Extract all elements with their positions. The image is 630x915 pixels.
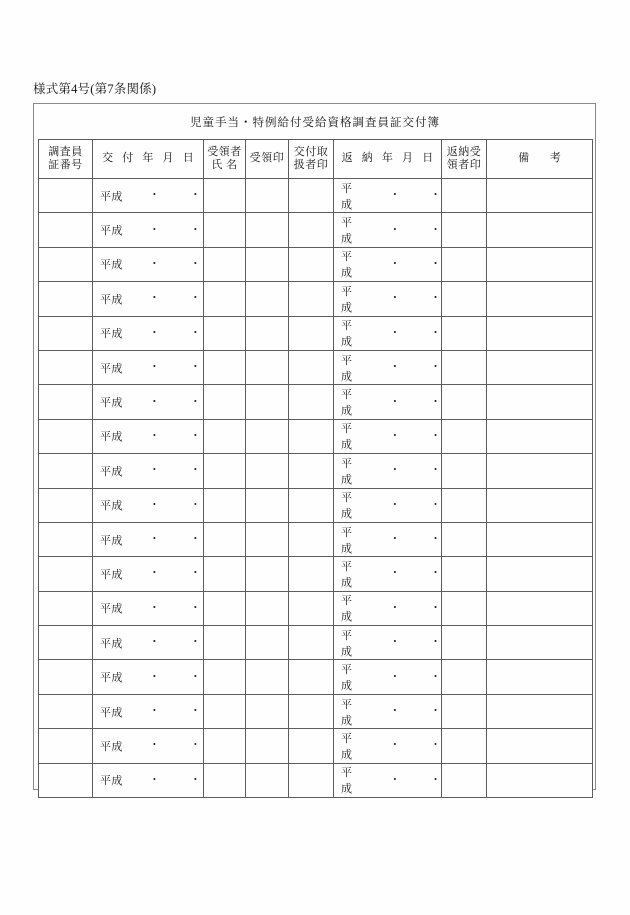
header-return-recipient-seal xyxy=(442,140,487,179)
cell-return-recipient-seal[interactable] xyxy=(442,591,487,625)
cell-return-date[interactable] xyxy=(334,626,442,660)
date-separator-dot: ・ xyxy=(430,464,441,477)
cell-investigator-id[interactable] xyxy=(39,454,93,488)
cell-return-recipient-seal[interactable] xyxy=(442,660,487,694)
era-label: 平成 xyxy=(100,190,123,203)
era-label: 平成 xyxy=(100,397,123,410)
header-recipient-name-line2: 氏 名 xyxy=(211,159,238,171)
cell-remarks[interactable] xyxy=(487,385,593,419)
date-separator-dot: ・ xyxy=(189,739,201,752)
cell-recipient-name[interactable] xyxy=(204,213,246,247)
era-label: 平成 xyxy=(341,423,353,452)
date-separator-dot: ・ xyxy=(148,773,160,786)
date-separator-dot: ・ xyxy=(389,464,401,477)
date-separator-dot: ・ xyxy=(430,567,441,580)
cell-remarks[interactable] xyxy=(487,179,593,213)
date-separator-dot: ・ xyxy=(189,636,201,649)
cell-remarks[interactable] xyxy=(487,488,593,522)
cell-handler-seal[interactable] xyxy=(289,385,334,419)
cell-recipient-seal[interactable] xyxy=(246,729,289,763)
era-label: 平成 xyxy=(341,526,353,555)
era-label: 平成 xyxy=(341,732,353,761)
cell-return-date[interactable] xyxy=(334,694,442,728)
cell-recipient-seal[interactable] xyxy=(246,419,289,453)
date-separator-dot: ・ xyxy=(189,429,201,442)
header-handler-seal-line2: 扱者印 xyxy=(293,159,329,171)
date-separator-dot: ・ xyxy=(389,429,401,442)
cell-remarks[interactable] xyxy=(487,557,593,591)
era-label: 平成 xyxy=(100,362,123,375)
era-label: 平成 xyxy=(341,457,353,486)
cell-return-date[interactable] xyxy=(334,660,442,694)
header-recipient-seal xyxy=(246,140,289,179)
table-row xyxy=(39,522,593,556)
cell-handler-seal[interactable] xyxy=(289,213,334,247)
cell-recipient-seal[interactable] xyxy=(246,213,289,247)
date-separator-dot: ・ xyxy=(148,464,160,477)
cell-return-date[interactable] xyxy=(334,591,442,625)
date-separator-dot: ・ xyxy=(389,705,401,718)
era-label: 平成 xyxy=(341,354,353,383)
cell-issue-date[interactable] xyxy=(93,660,204,694)
date-separator-dot: ・ xyxy=(430,498,441,511)
date-separator-dot: ・ xyxy=(189,361,201,374)
cell-issue-date[interactable] xyxy=(93,557,204,591)
cell-return-recipient-seal[interactable] xyxy=(442,488,487,522)
header-handler-seal-line1: 交付取 xyxy=(293,145,329,158)
header-return-date-label: 返 納 年 月 日 xyxy=(341,152,437,165)
cell-investigator-id[interactable] xyxy=(39,694,93,728)
era-label: 平成 xyxy=(100,568,123,581)
era-label: 平成 xyxy=(341,595,353,624)
cell-investigator-id[interactable] xyxy=(39,282,93,316)
header-handler-seal xyxy=(289,140,334,179)
cell-recipient-seal[interactable] xyxy=(246,247,289,281)
cell-return-recipient-seal[interactable] xyxy=(442,350,487,384)
cell-recipient-seal[interactable] xyxy=(246,763,289,797)
era-label: 平成 xyxy=(341,320,353,349)
cell-recipient-seal[interactable] xyxy=(246,179,289,213)
header-recipient-seal-label: 受領印 xyxy=(249,152,285,165)
cell-issue-date[interactable] xyxy=(93,729,204,763)
cell-remarks[interactable] xyxy=(487,213,593,247)
cell-recipient-seal[interactable] xyxy=(246,350,289,384)
cell-issue-date[interactable] xyxy=(93,247,204,281)
cell-return-date[interactable] xyxy=(334,282,442,316)
document-title: 児童手当・特例給付受給資格調査員証交付簿 xyxy=(190,117,440,129)
table-row xyxy=(39,385,593,419)
cell-return-date[interactable] xyxy=(334,763,442,797)
date-separator-dot: ・ xyxy=(148,326,160,339)
date-separator-dot: ・ xyxy=(389,670,401,683)
cell-return-date[interactable] xyxy=(334,557,442,591)
date-separator-dot: ・ xyxy=(430,257,441,270)
cell-return-date[interactable] xyxy=(334,247,442,281)
era-label: 平成 xyxy=(100,603,123,616)
cell-recipient-name[interactable] xyxy=(204,350,246,384)
date-separator-dot: ・ xyxy=(148,223,160,236)
cell-recipient-name[interactable] xyxy=(204,179,246,213)
date-separator-dot: ・ xyxy=(148,292,160,305)
table-row xyxy=(39,660,593,694)
cell-handler-seal[interactable] xyxy=(289,591,334,625)
date-separator-dot: ・ xyxy=(189,498,201,511)
date-separator-dot: ・ xyxy=(430,601,441,614)
cell-return-recipient-seal[interactable] xyxy=(442,694,487,728)
date-separator-dot: ・ xyxy=(389,636,401,649)
table-row xyxy=(39,350,593,384)
cell-remarks[interactable] xyxy=(487,522,593,556)
era-label: 平成 xyxy=(100,706,123,719)
cell-return-date[interactable] xyxy=(334,316,442,350)
header-issue-date-label: 交 付 年 月 日 xyxy=(102,152,197,165)
cell-handler-seal[interactable] xyxy=(289,694,334,728)
cell-recipient-seal[interactable] xyxy=(246,385,289,419)
era-label: 平成 xyxy=(100,672,123,685)
cell-return-recipient-seal[interactable] xyxy=(442,626,487,660)
header-remarks-label: 備 考 xyxy=(518,152,570,165)
cell-remarks[interactable] xyxy=(487,763,593,797)
cell-recipient-seal[interactable] xyxy=(246,522,289,556)
cell-remarks[interactable] xyxy=(487,419,593,453)
header-return-date xyxy=(334,140,442,179)
cell-issue-date[interactable] xyxy=(93,488,204,522)
cell-issue-date[interactable] xyxy=(93,591,204,625)
cell-return-recipient-seal[interactable] xyxy=(442,763,487,797)
table-row xyxy=(39,488,593,522)
cell-remarks[interactable] xyxy=(487,729,593,763)
cell-recipient-name[interactable] xyxy=(204,454,246,488)
table-row xyxy=(39,729,593,763)
cell-handler-seal[interactable] xyxy=(289,454,334,488)
cell-issue-date[interactable] xyxy=(93,282,204,316)
date-separator-dot: ・ xyxy=(389,395,401,408)
cell-recipient-seal[interactable] xyxy=(246,316,289,350)
cell-recipient-name[interactable] xyxy=(204,557,246,591)
date-separator-dot: ・ xyxy=(430,189,441,202)
cell-recipient-seal[interactable] xyxy=(246,282,289,316)
cell-issue-date[interactable] xyxy=(93,385,204,419)
era-label: 平成 xyxy=(341,217,353,246)
cell-investigator-id[interactable] xyxy=(39,660,93,694)
date-separator-dot: ・ xyxy=(430,636,441,649)
cell-recipient-name[interactable] xyxy=(204,763,246,797)
cell-handler-seal[interactable] xyxy=(289,626,334,660)
date-separator-dot: ・ xyxy=(389,601,401,614)
cell-handler-seal[interactable] xyxy=(289,763,334,797)
cell-return-recipient-seal[interactable] xyxy=(442,282,487,316)
table-row xyxy=(39,626,593,660)
date-separator-dot: ・ xyxy=(389,498,401,511)
cell-issue-date[interactable] xyxy=(93,454,204,488)
cell-investigator-id[interactable] xyxy=(39,316,93,350)
era-label: 平成 xyxy=(100,534,123,547)
cell-handler-seal[interactable] xyxy=(289,282,334,316)
cell-issue-date[interactable] xyxy=(93,522,204,556)
cell-investigator-id[interactable] xyxy=(39,385,93,419)
era-label: 平成 xyxy=(100,740,123,753)
cell-issue-date[interactable] xyxy=(93,213,204,247)
cell-recipient-seal[interactable] xyxy=(246,591,289,625)
date-separator-dot: ・ xyxy=(189,670,201,683)
cell-return-recipient-seal[interactable] xyxy=(442,316,487,350)
table-header-row xyxy=(39,140,593,179)
cell-recipient-name[interactable] xyxy=(204,488,246,522)
cell-recipient-name[interactable] xyxy=(204,694,246,728)
era-label: 平成 xyxy=(341,182,353,211)
cell-remarks[interactable] xyxy=(487,660,593,694)
cell-recipient-name[interactable] xyxy=(204,626,246,660)
era-label: 平成 xyxy=(341,664,353,693)
era-label: 平成 xyxy=(100,293,123,306)
cell-recipient-name[interactable] xyxy=(204,385,246,419)
cell-return-recipient-seal[interactable] xyxy=(442,454,487,488)
table-row xyxy=(39,694,593,728)
cell-return-recipient-seal[interactable] xyxy=(442,213,487,247)
cell-recipient-name[interactable] xyxy=(204,316,246,350)
cell-investigator-id[interactable] xyxy=(39,626,93,660)
header-investigator-id-line1: 調査員 xyxy=(48,145,83,158)
cell-return-recipient-seal[interactable] xyxy=(442,522,487,556)
era-label: 平成 xyxy=(100,465,123,478)
date-separator-dot: ・ xyxy=(389,773,401,786)
date-separator-dot: ・ xyxy=(148,601,160,614)
date-separator-dot: ・ xyxy=(389,326,401,339)
era-label: 平成 xyxy=(100,328,123,341)
table-row xyxy=(39,557,593,591)
date-separator-dot: ・ xyxy=(430,326,441,339)
header-remarks xyxy=(487,140,593,179)
cell-remarks[interactable] xyxy=(487,694,593,728)
cell-remarks[interactable] xyxy=(487,316,593,350)
form-number-label: 様式第4号(第7条関係) xyxy=(33,82,157,96)
date-separator-dot: ・ xyxy=(389,257,401,270)
cell-recipient-seal[interactable] xyxy=(246,454,289,488)
cell-handler-seal[interactable] xyxy=(289,419,334,453)
cell-handler-seal[interactable] xyxy=(289,729,334,763)
cell-investigator-id[interactable] xyxy=(39,247,93,281)
date-separator-dot: ・ xyxy=(189,189,201,202)
cell-return-date[interactable] xyxy=(334,179,442,213)
era-label: 平成 xyxy=(341,389,353,418)
date-separator-dot: ・ xyxy=(389,292,401,305)
era-label: 平成 xyxy=(341,767,353,796)
cell-investigator-id[interactable] xyxy=(39,557,93,591)
cell-recipient-name[interactable] xyxy=(204,591,246,625)
cell-return-date[interactable] xyxy=(334,729,442,763)
cell-handler-seal[interactable] xyxy=(289,488,334,522)
date-separator-dot: ・ xyxy=(389,223,401,236)
header-issue-date xyxy=(93,140,204,179)
cell-remarks[interactable] xyxy=(487,591,593,625)
cell-recipient-seal[interactable] xyxy=(246,557,289,591)
date-separator-dot: ・ xyxy=(148,361,160,374)
date-separator-dot: ・ xyxy=(430,223,441,236)
cell-return-recipient-seal[interactable] xyxy=(442,385,487,419)
cell-return-recipient-seal[interactable] xyxy=(442,179,487,213)
cell-investigator-id[interactable] xyxy=(39,350,93,384)
cell-issue-date[interactable] xyxy=(93,419,204,453)
era-label: 平成 xyxy=(100,775,123,788)
header-investigator-id-line2: 証番号 xyxy=(48,159,83,171)
cell-recipient-seal[interactable] xyxy=(246,660,289,694)
cell-return-recipient-seal[interactable] xyxy=(442,247,487,281)
cell-issue-date[interactable] xyxy=(93,626,204,660)
cell-return-recipient-seal[interactable] xyxy=(442,729,487,763)
date-separator-dot: ・ xyxy=(389,567,401,580)
cell-investigator-id[interactable] xyxy=(39,522,93,556)
cell-handler-seal[interactable] xyxy=(289,522,334,556)
cell-issue-date[interactable] xyxy=(93,179,204,213)
date-separator-dot: ・ xyxy=(389,739,401,752)
date-separator-dot: ・ xyxy=(148,257,160,270)
era-label: 平成 xyxy=(100,637,123,650)
cell-remarks[interactable] xyxy=(487,626,593,660)
date-separator-dot: ・ xyxy=(189,464,201,477)
date-separator-dot: ・ xyxy=(189,567,201,580)
cell-return-date[interactable] xyxy=(334,454,442,488)
era-label: 平成 xyxy=(100,500,123,513)
date-separator-dot: ・ xyxy=(430,361,441,374)
cell-return-date[interactable] xyxy=(334,488,442,522)
cell-recipient-seal[interactable] xyxy=(246,626,289,660)
cell-handler-seal[interactable] xyxy=(289,660,334,694)
era-label: 平成 xyxy=(100,259,123,272)
era-label: 平成 xyxy=(341,629,353,658)
date-separator-dot: ・ xyxy=(148,670,160,683)
cell-return-date[interactable] xyxy=(334,522,442,556)
cell-recipient-name[interactable] xyxy=(204,522,246,556)
header-investigator-id xyxy=(39,140,93,179)
date-separator-dot: ・ xyxy=(430,533,441,546)
cell-remarks[interactable] xyxy=(487,247,593,281)
cell-recipient-name[interactable] xyxy=(204,282,246,316)
date-separator-dot: ・ xyxy=(189,533,201,546)
date-separator-dot: ・ xyxy=(389,533,401,546)
date-separator-dot: ・ xyxy=(189,223,201,236)
date-separator-dot: ・ xyxy=(430,292,441,305)
era-label: 平成 xyxy=(341,285,353,314)
cell-recipient-name[interactable] xyxy=(204,660,246,694)
header-return-recipient-seal-line2: 領者印 xyxy=(446,159,482,171)
table-row xyxy=(39,247,593,281)
date-separator-dot: ・ xyxy=(430,773,441,786)
date-separator-dot: ・ xyxy=(389,361,401,374)
cell-return-date[interactable] xyxy=(334,213,442,247)
cell-issue-date[interactable] xyxy=(93,694,204,728)
cell-investigator-id[interactable] xyxy=(39,419,93,453)
date-separator-dot: ・ xyxy=(148,429,160,442)
date-separator-dot: ・ xyxy=(189,326,201,339)
table-row xyxy=(39,454,593,488)
cell-return-recipient-seal[interactable] xyxy=(442,557,487,591)
date-separator-dot: ・ xyxy=(189,705,201,718)
table-row xyxy=(39,763,593,797)
cell-issue-date[interactable] xyxy=(93,763,204,797)
date-separator-dot: ・ xyxy=(189,395,201,408)
table-row xyxy=(39,179,593,213)
date-separator-dot: ・ xyxy=(430,429,441,442)
cell-return-recipient-seal[interactable] xyxy=(442,419,487,453)
cell-investigator-id[interactable] xyxy=(39,591,93,625)
cell-handler-seal[interactable] xyxy=(289,557,334,591)
header-recipient-name xyxy=(204,140,246,179)
date-separator-dot: ・ xyxy=(148,498,160,511)
date-separator-dot: ・ xyxy=(148,739,160,752)
cell-remarks[interactable] xyxy=(487,454,593,488)
cell-investigator-id[interactable] xyxy=(39,729,93,763)
cell-handler-seal[interactable] xyxy=(289,350,334,384)
cell-recipient-seal[interactable] xyxy=(246,694,289,728)
table-row xyxy=(39,591,593,625)
era-label: 平成 xyxy=(341,251,353,280)
table-body xyxy=(39,179,593,798)
date-separator-dot: ・ xyxy=(148,533,160,546)
cell-recipient-name[interactable] xyxy=(204,247,246,281)
era-label: 平成 xyxy=(341,492,353,521)
cell-recipient-name[interactable] xyxy=(204,419,246,453)
date-separator-dot: ・ xyxy=(148,189,160,202)
date-separator-dot: ・ xyxy=(189,257,201,270)
header-recipient-name-line1: 受領者 xyxy=(207,145,242,158)
table-row xyxy=(39,213,593,247)
date-separator-dot: ・ xyxy=(189,773,201,786)
cell-recipient-seal[interactable] xyxy=(246,488,289,522)
date-separator-dot: ・ xyxy=(189,601,201,614)
header-return-recipient-seal-line1: 返納受 xyxy=(446,145,482,158)
era-label: 平成 xyxy=(100,431,123,444)
issuance-ledger-table xyxy=(38,139,593,798)
date-separator-dot: ・ xyxy=(148,705,160,718)
cell-investigator-id[interactable] xyxy=(39,488,93,522)
table-row xyxy=(39,419,593,453)
era-label: 平成 xyxy=(100,225,123,238)
cell-handler-seal[interactable] xyxy=(289,316,334,350)
date-separator-dot: ・ xyxy=(430,705,441,718)
date-separator-dot: ・ xyxy=(148,636,160,649)
cell-remarks[interactable] xyxy=(487,282,593,316)
cell-return-date[interactable] xyxy=(334,350,442,384)
date-separator-dot: ・ xyxy=(430,395,441,408)
cell-issue-date[interactable] xyxy=(93,350,204,384)
date-separator-dot: ・ xyxy=(430,670,441,683)
date-separator-dot: ・ xyxy=(430,739,441,752)
table-row xyxy=(39,316,593,350)
era-label: 平成 xyxy=(341,560,353,589)
date-separator-dot: ・ xyxy=(189,292,201,305)
table-row xyxy=(39,282,593,316)
cell-return-date[interactable] xyxy=(334,385,442,419)
cell-investigator-id[interactable] xyxy=(39,763,93,797)
cell-handler-seal[interactable] xyxy=(289,179,334,213)
cell-handler-seal[interactable] xyxy=(289,247,334,281)
era-label: 平成 xyxy=(341,698,353,727)
cell-remarks[interactable] xyxy=(487,350,593,384)
cell-investigator-id[interactable] xyxy=(39,179,93,213)
cell-issue-date[interactable] xyxy=(93,316,204,350)
date-separator-dot: ・ xyxy=(148,567,160,580)
date-separator-dot: ・ xyxy=(148,395,160,408)
cell-return-date[interactable] xyxy=(334,419,442,453)
date-separator-dot: ・ xyxy=(389,189,401,202)
cell-recipient-name[interactable] xyxy=(204,729,246,763)
cell-investigator-id[interactable] xyxy=(39,213,93,247)
